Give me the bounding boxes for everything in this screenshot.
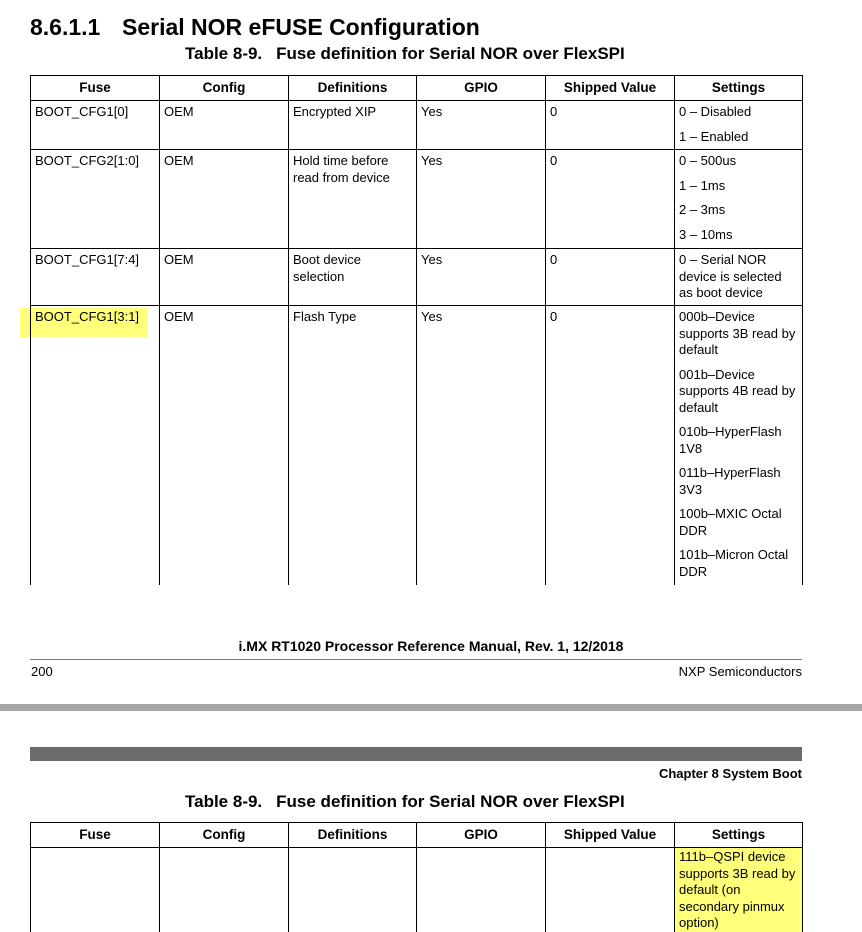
table-caption-continued xyxy=(185,792,625,812)
shipped-value-cell: 0 xyxy=(546,306,675,585)
page-number: 200 xyxy=(31,664,53,679)
gpio-cell: Yes xyxy=(417,150,546,249)
col-header-fuse: Fuse xyxy=(31,823,160,848)
table-row xyxy=(31,848,803,932)
setting-option: 2 – 3ms xyxy=(679,202,726,217)
shipped-value-cell: 0 xyxy=(546,249,675,306)
settings-cell xyxy=(675,150,803,249)
settings-cell xyxy=(675,848,803,932)
col-header-shipped-value: Shipped Value xyxy=(546,76,675,101)
gpio-cell: Yes xyxy=(417,306,546,585)
setting-option: 111b–QSPI device supports 3B read by default (on secondary pinmux option) xyxy=(679,849,796,930)
gpio-cell: Yes xyxy=(417,101,546,150)
fuse-table-continued xyxy=(30,822,803,932)
col-header-definitions: Definitions xyxy=(289,823,417,848)
fuse-cell: BOOT_CFG1[0] xyxy=(31,101,160,150)
company-name: NXP Semiconductors xyxy=(678,664,802,679)
setting-option: 011b–HyperFlash 3V3 xyxy=(679,465,781,497)
setting-option: 3 – 10ms xyxy=(679,226,733,242)
setting-option: 0 – Disabled xyxy=(679,104,752,119)
table-header-row xyxy=(31,76,803,101)
settings-cell xyxy=(675,249,803,306)
section-title: Serial NOR eFUSE Configuration xyxy=(122,14,480,40)
col-header-config: Config xyxy=(160,76,289,101)
setting-option: 1 – 1ms xyxy=(679,177,726,193)
fuse-cell xyxy=(31,848,160,932)
definition-cell: Flash Type xyxy=(289,306,417,585)
table-row xyxy=(31,249,803,306)
config-cell: OEM xyxy=(160,101,289,150)
fuse-cell: BOOT_CFG1[3:1] xyxy=(31,306,160,585)
col-header-shipped-value: Shipped Value xyxy=(546,823,675,848)
footer-divider xyxy=(30,659,802,660)
definition-cell: Hold time before read from device xyxy=(289,150,417,249)
shipped-value-cell xyxy=(546,848,675,932)
setting-option: 010b–HyperFlash 1V8 xyxy=(679,424,782,456)
page-separator xyxy=(0,704,862,711)
config-cell: OEM xyxy=(160,249,289,306)
definition-cell xyxy=(289,848,417,932)
table-caption xyxy=(185,44,625,64)
table-title: Fuse definition for Serial NOR over FlexSPI xyxy=(276,792,625,811)
setting-option: 101b–Micron Octal DDR xyxy=(679,547,789,579)
col-header-definitions: Definitions xyxy=(289,76,417,101)
col-header-settings: Settings xyxy=(675,76,803,101)
gpio-cell: Yes xyxy=(417,249,546,306)
setting-option: 001b–Device supports 4B read by default xyxy=(679,366,796,415)
section-heading xyxy=(30,14,480,41)
section-number: 8.6.1.1 xyxy=(30,14,101,40)
col-header-config: Config xyxy=(160,823,289,848)
col-header-fuse: Fuse xyxy=(31,76,160,101)
fuse-table xyxy=(30,75,803,585)
chapter-bar xyxy=(30,747,802,761)
definition-cell: Boot device selection xyxy=(289,249,417,306)
definition-cell: Encrypted XIP xyxy=(289,101,417,150)
setting-option: 0 – 500us xyxy=(679,153,737,168)
table-title: Fuse definition for Serial NOR over FlexSPI xyxy=(276,44,625,63)
setting-option: 1 – Enabled xyxy=(679,128,749,144)
settings-cell xyxy=(675,306,803,585)
fuse-cell: BOOT_CFG2[1:0] xyxy=(31,150,160,249)
table-number: Table 8-9. xyxy=(185,792,263,811)
setting-option: 0 – Serial NOR device is selected as boot device xyxy=(679,252,782,300)
config-cell: OEM xyxy=(160,150,289,249)
setting-option: 100b–MXIC Octal DDR xyxy=(679,506,782,538)
table-number: Table 8-9. xyxy=(185,44,263,63)
table-row xyxy=(31,150,803,249)
fuse-cell: BOOT_CFG1[7:4] xyxy=(31,249,160,306)
config-cell: OEM xyxy=(160,306,289,585)
table-header-row xyxy=(31,823,803,848)
config-cell xyxy=(160,848,289,932)
shipped-value-cell: 0 xyxy=(546,101,675,150)
col-header-gpio: GPIO xyxy=(417,76,546,101)
shipped-value-cell: 0 xyxy=(546,150,675,249)
table-row xyxy=(31,101,803,150)
col-header-settings: Settings xyxy=(675,823,803,848)
setting-option: 000b–Device supports 3B read by default xyxy=(679,309,796,357)
chapter-label: Chapter 8 System Boot xyxy=(658,766,802,781)
manual-title: i.MX RT1020 Processor Reference Manual, Rev. 1, 12/2018 xyxy=(238,638,624,654)
col-header-gpio: GPIO xyxy=(417,823,546,848)
settings-cell xyxy=(675,101,803,150)
table-row xyxy=(31,306,803,585)
gpio-cell xyxy=(417,848,546,932)
